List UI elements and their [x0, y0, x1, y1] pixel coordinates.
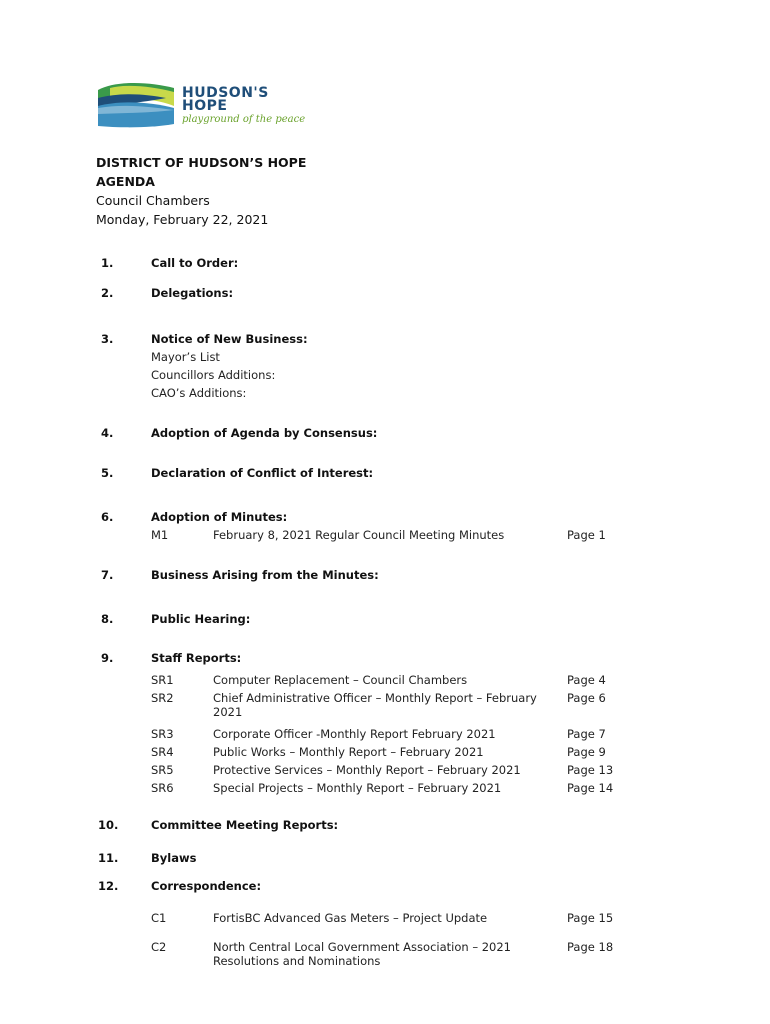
item-page: Page 14: [567, 781, 614, 795]
agenda-item-title: Delegations:: [151, 286, 234, 300]
item-code: SR6: [151, 781, 174, 795]
hudsons-hope-logo: [96, 80, 316, 132]
item-page: Page 15: [567, 911, 614, 925]
logo-tagline: playground of the peace: [182, 114, 306, 125]
meeting-location: Council Chambers: [96, 193, 210, 208]
agenda-number: 11.: [98, 851, 119, 865]
agenda-number: 5.: [101, 466, 114, 480]
agenda-number: 6.: [101, 510, 114, 524]
agenda-item-title: Correspondence:: [151, 879, 262, 893]
item-code: C1: [151, 911, 167, 925]
item-code: SR2: [151, 691, 174, 705]
item-page: Page 18: [567, 940, 614, 954]
agenda-number: 8.: [101, 612, 114, 626]
item-description: Corporate Officer -Monthly Report February 2021: [213, 727, 496, 741]
agenda-item-title: Adoption of Agenda by Consensus:: [151, 426, 378, 440]
item-description-cont: Resolutions and Nominations: [213, 954, 381, 968]
item-page: Page 9: [567, 745, 606, 759]
agenda-number: 10.: [98, 818, 119, 832]
item-description: Public Works – Monthly Report – February 2021: [213, 745, 484, 759]
item-page: Page 4: [567, 673, 606, 687]
item-code: SR3: [151, 727, 174, 741]
item-description: North Central Local Government Association – 2021: [213, 940, 511, 954]
agenda-item-title: Bylaws: [151, 851, 197, 865]
agenda-item-title: Staff Reports:: [151, 651, 242, 665]
item-description: Protective Services – Monthly Report – February 2021: [213, 763, 521, 777]
item-page: Page 6: [567, 691, 606, 705]
agenda-item-title: Declaration of Conflict of Interest:: [151, 466, 374, 480]
agenda-number: 7.: [101, 568, 114, 582]
item-code: C2: [151, 940, 167, 954]
item-description: Chief Administrative Officer – Monthly Report – February: [213, 691, 537, 705]
item-description: Computer Replacement – Council Chambers: [213, 673, 468, 687]
item-page: Page 13: [567, 763, 614, 777]
sub-item: CAO’s Additions:: [151, 386, 247, 400]
sub-item: Mayor’s List: [151, 350, 220, 364]
item-description: Special Projects – Monthly Report – February 2021: [213, 781, 502, 795]
agenda-item-title: Call to Order:: [151, 256, 239, 270]
agenda-number: 4.: [101, 426, 114, 440]
agenda-item-title: Business Arising from the Minutes:: [151, 568, 379, 582]
meeting-date: Monday, February 22, 2021: [96, 212, 269, 227]
agenda-number: 12.: [98, 879, 119, 893]
logo-mark-icon: [96, 80, 176, 130]
org-title: DISTRICT OF HUDSON’S HOPE: [96, 155, 307, 170]
item-description-cont: 2021: [213, 705, 243, 719]
item-code: M1: [151, 528, 169, 542]
logo-wordmark-line1: HUDSON'S: [182, 85, 269, 101]
agenda-item-title: Committee Meeting Reports:: [151, 818, 339, 832]
item-page: Page 7: [567, 727, 606, 741]
sub-item: Councillors Additions:: [151, 368, 276, 382]
item-code: SR4: [151, 745, 174, 759]
agenda-number: 1.: [101, 256, 114, 270]
logo-wordmark-line2: HOPE: [182, 98, 228, 114]
agenda-item-title: Adoption of Minutes:: [151, 510, 288, 524]
agenda-item-title: Public Hearing:: [151, 612, 251, 626]
item-code: SR5: [151, 763, 174, 777]
item-code: SR1: [151, 673, 174, 687]
item-description: February 8, 2021 Regular Council Meeting Minutes: [213, 528, 505, 542]
agenda-number: 3.: [101, 332, 114, 346]
item-description: FortisBC Advanced Gas Meters – Project Update: [213, 911, 488, 925]
agenda-number: 2.: [101, 286, 114, 300]
agenda-item-title: Notice of New Business:: [151, 332, 308, 346]
agenda-number: 9.: [101, 651, 114, 665]
doc-title: AGENDA: [96, 174, 155, 189]
item-page: Page 1: [567, 528, 606, 542]
